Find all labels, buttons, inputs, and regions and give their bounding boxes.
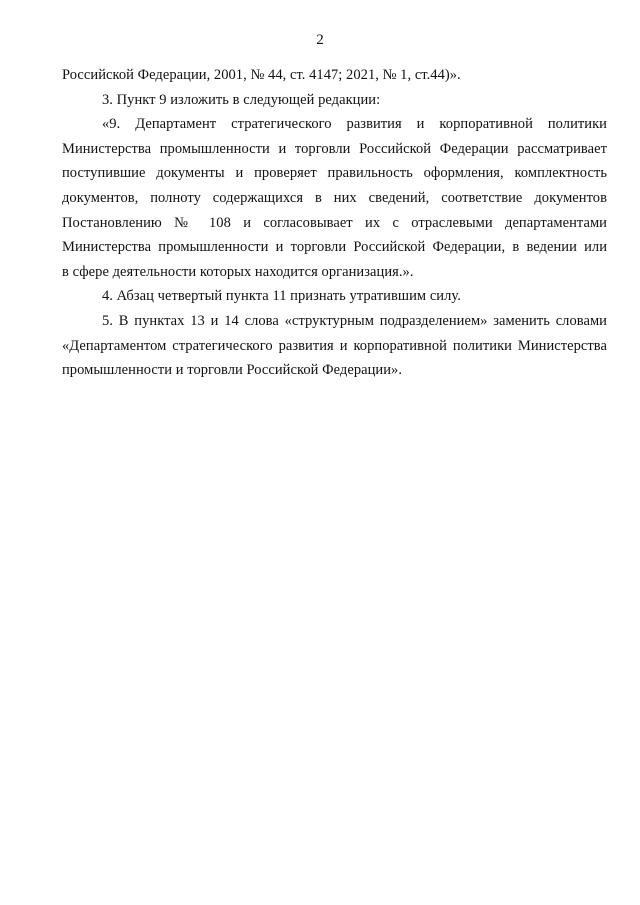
text-line: 4. Абзац четвертый пункта 11 признать утратившим силу.	[102, 288, 461, 305]
text-line: промышленности и торговли Российской Федерации».	[62, 362, 403, 379]
text-line: 3. Пункт 9 изложить в следующей редакции:	[102, 91, 381, 108]
text-line: Российской Федерации, 2001, № 44, ст. 4147; 2021, № 1, ст.44)».	[62, 67, 461, 83]
page-number: 2	[316, 32, 324, 48]
text-line: «Департаментом стратегического развития и корпоративной политики Министерства	[62, 337, 607, 354]
text-line: Министерства промышленности и торговли Российской Федерации, в ведении или	[62, 239, 607, 256]
text-line: «9. Департамент стратегического развития и корпоративной политики	[102, 116, 607, 133]
document-body	[62, 63, 607, 383]
text-line: 5. В пунктах 13 и 14 слова «структурным подразделением» заменить словами	[102, 312, 607, 329]
text-line: поступившие документы и проверяет правильность оформления, комплектность	[62, 165, 607, 182]
text-line: Постановлению № 108 и согласовывает их с отраслевыми департаментами	[62, 214, 607, 231]
text-line: документов, полноту содержащихся в них сведений, соответствие документов	[62, 189, 607, 206]
text-line: в сфере деятельности которых находится организация.».	[62, 263, 414, 280]
text-line: Министерства промышленности и торговли Российской Федерации рассматривает	[62, 140, 607, 157]
